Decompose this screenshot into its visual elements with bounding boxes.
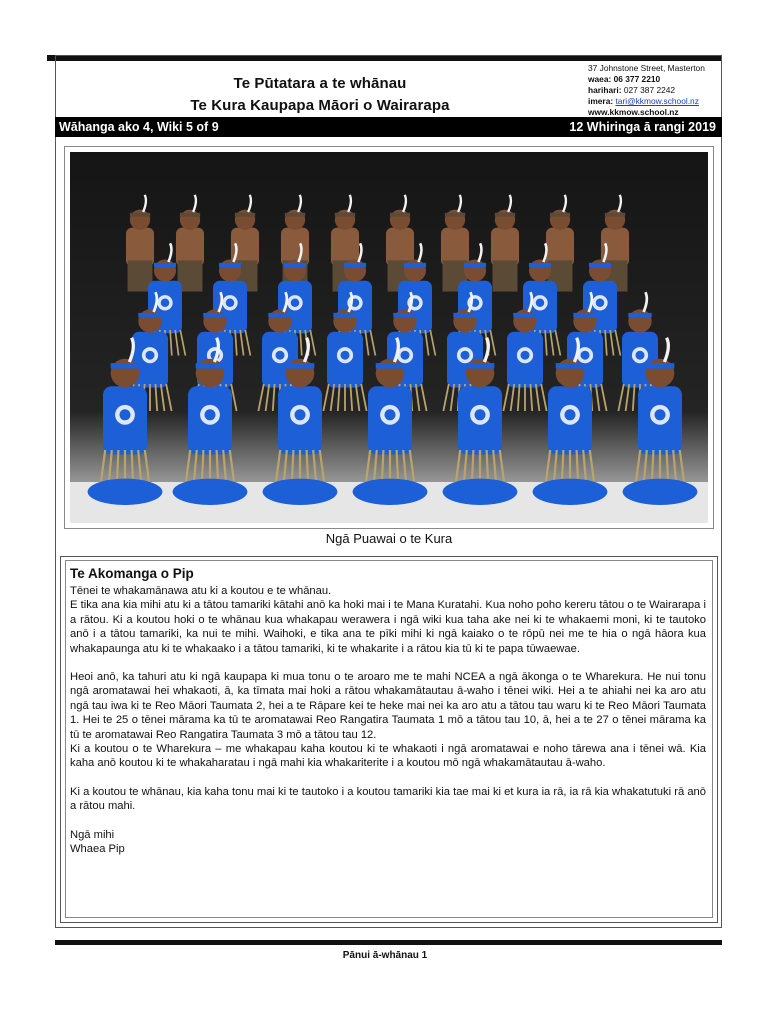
email-line bbox=[588, 96, 705, 107]
term-week: Wāhanga ako 4, Wiki 5 of 9 bbox=[59, 120, 219, 134]
mobile-line bbox=[588, 85, 705, 96]
bottom-rule bbox=[55, 940, 722, 945]
signoff-greeting: Ngā mihi bbox=[70, 828, 115, 841]
address: 37 Johnstone Street, Masterton bbox=[588, 63, 705, 73]
greeting-paragraph: Tēnei te whakamānawa atu ki a koutou e te whānau. bbox=[70, 585, 332, 597]
page-footer: Pānui ā-whānau 1 bbox=[342, 950, 428, 961]
term-banner bbox=[55, 117, 722, 137]
photo-caption: Ngā Puawai o te Kura bbox=[325, 531, 453, 546]
email-label: imera: bbox=[588, 96, 614, 106]
whanau-paragraph: Ki a koutou te whānau, kia kaha tonu mai ki te tautoko i a koutou tamariki kia tae mai ki et kura ia rā, ia rā kia whakatutuki rā anō a rātou mahi. bbox=[70, 785, 706, 813]
ncea-paragraph: Heoi anō, ka tahuri atu ki ngā kaupapa ki mua tonu o te aroaro me te mahi NCEA a ngā ākonga o te Wharekura. He nui tonu ngā aromatawai hei whakaoti, ā, ka tīmata mai hoki a rātou whakamātautau ā-waho i tēnei wiki. Hei a te ahiahi nei ka aro atu ngā tau iwa ki te Reo Māori Taumata 2, hei a te Rāpare kei te heke mai nei ka aro atu a tātou tau waru ki te Reo Māori Taumata 1. Hei te 25 o tēnei mārama ka tū te aromatawai Reo Rangatira Taumata 1 mō a tātou tau 10, ā, hei a te 27 o tēnei mārama ka tū te aromatawai Reo Rangatira Taumata 3 mō a tātou tau 12. bbox=[70, 671, 706, 741]
email-link[interactable]: tari@kkmow.school.nz bbox=[615, 96, 699, 106]
mana-kuratahi-paragraph: E tika ana kia mihi atu ki a tātou tamariki kātahi anō ka hoki mai i te Mana Kuratahi. Kua noho poho kereru tātou o te Wairarapa i a rātou. Ki a koutou hoki o te whānau kua whakapau werawera i ngā wiki kua taha ake nei ki te whakaemi moni, ki te tautoko anō i a tātou tamariki, ka nui te mihi. Waihoki, e tika ana te pīki mihi ki ngā kaiako o te rōpū nei me te hia o ngā hāora kua whakapaunga atu ki te whakaako i a tātou tamariki, ki te whakarite i a rātou kia tū ki te papa tūwaewae. bbox=[70, 599, 706, 655]
article-body bbox=[70, 584, 706, 857]
school-name: Te Kura Kaupapa Māori o Wairarapa bbox=[190, 97, 450, 114]
mobile-label: harihari: bbox=[588, 85, 622, 95]
article-title: Te Akomanga o Pip bbox=[70, 566, 194, 581]
wharekura-paragraph: Ki a koutou o te Wharekura – me whakapau kaha koutou ki te whakaoti i ngā aromatawai e noho tārewa ana i tēnei wā. Kia kaha anō koutou ki te whakaharatau i ngā mahi kia whakariterite i a koutou mō ngā whakamātautau ā-waho. bbox=[70, 743, 706, 770]
group-photo bbox=[64, 146, 714, 529]
phone-line bbox=[588, 74, 705, 85]
signoff-name: Whaea Pip bbox=[70, 843, 125, 856]
mobile-number: 027 387 2242 bbox=[623, 85, 676, 95]
issue-date: 12 Whiringa ā rangi 2019 bbox=[569, 120, 716, 134]
contact-block bbox=[588, 63, 705, 118]
newsletter-title: Te Pūtatara a te whānau bbox=[233, 75, 407, 92]
newsletter-header bbox=[55, 61, 722, 117]
phone-label: waea: bbox=[588, 74, 612, 84]
website[interactable]: www.kkmow.school.nz bbox=[588, 107, 679, 117]
group-photo-image bbox=[70, 152, 708, 523]
phone-number: 06 377 2210 bbox=[613, 74, 661, 84]
